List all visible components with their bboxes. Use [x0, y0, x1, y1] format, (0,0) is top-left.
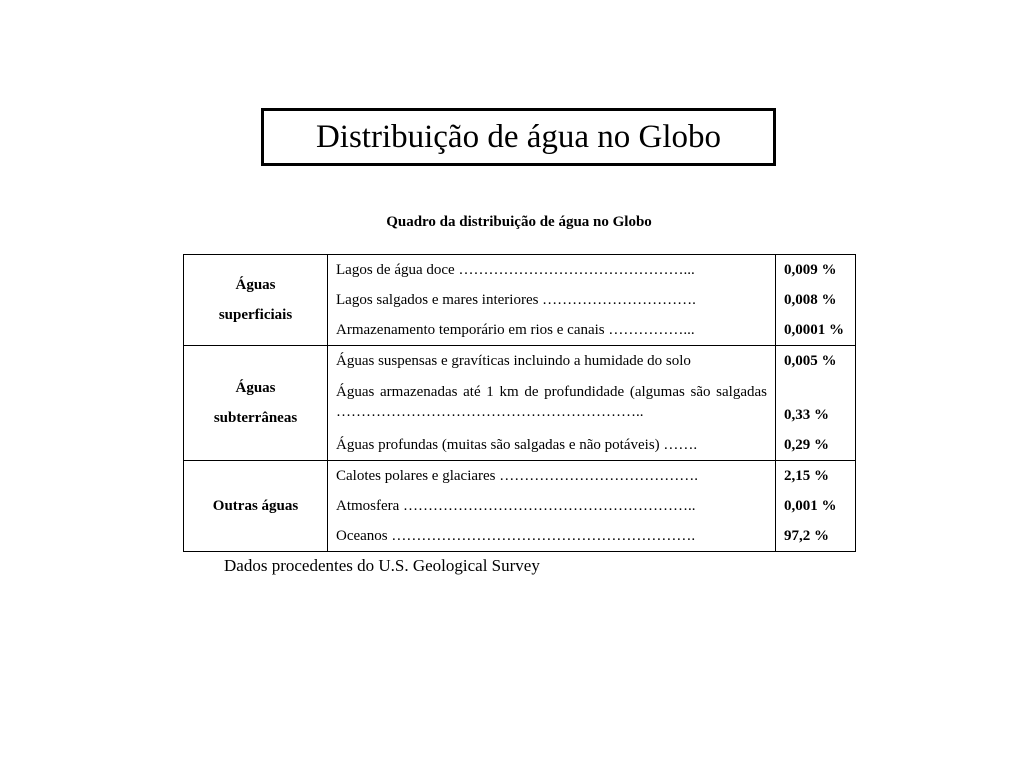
item-label: Oceanos …………………………………………………….	[336, 528, 696, 544]
item-value: 0,001 %	[784, 498, 837, 514]
category-label: superficiais	[218, 307, 293, 323]
item-label: Águas suspensas e gravíticas incluindo a humidade do solo	[336, 353, 691, 369]
item-value: 0,008 %	[784, 292, 837, 308]
item-value: 97,2 %	[784, 528, 829, 544]
item-value: 2,15 %	[784, 468, 829, 484]
items-cell	[328, 255, 776, 346]
item-label: Armazenamento temporário em rios e canais ……………...	[336, 322, 695, 338]
table-row-surface-water	[184, 255, 856, 346]
water-distribution-table	[183, 254, 856, 552]
item-label: Atmosfera …………………………………………………..	[336, 498, 696, 514]
table-row-other-water	[184, 461, 856, 552]
category-label: Outras águas	[212, 498, 299, 514]
item-label: Calotes polares e glaciares ………………………………….	[336, 468, 699, 484]
item-label: Lagos salgados e mares interiores ………………………….	[336, 292, 696, 308]
item-value: 0,33 %	[784, 407, 829, 423]
table-row-groundwater	[184, 346, 856, 461]
spacer	[784, 376, 847, 400]
category-label: subterrâneas	[213, 410, 298, 426]
item-value: 0,005 %	[784, 353, 837, 369]
items-cell	[328, 461, 776, 552]
page-title: Distribuição de água no Globo	[315, 118, 722, 155]
items-cell	[328, 346, 776, 461]
source-note: Dados procedentes do U.S. Geological Survey	[224, 556, 540, 575]
table-caption: Quadro da distribuição de água no Globo	[386, 214, 652, 230]
values-cell	[776, 255, 856, 346]
page-title-box	[261, 108, 776, 166]
values-cell	[776, 461, 856, 552]
item-label: Águas armazenadas até 1 km de profundidade (algumas são salgadas ……………………………………………………..	[336, 384, 767, 420]
item-value: 0,0001 %	[784, 322, 844, 338]
item-value: 0,29 %	[784, 437, 829, 453]
item-value: 0,009 %	[784, 262, 837, 278]
category-label: Águas	[235, 277, 276, 293]
item-label: Lagos de água doce ………………………………………...	[336, 262, 695, 278]
category-cell	[184, 346, 328, 461]
category-cell	[184, 255, 328, 346]
category-cell	[184, 461, 328, 552]
item-label: Águas profundas (muitas são salgadas e não potáveis) …….	[336, 437, 698, 453]
category-label: Águas	[235, 380, 276, 396]
values-cell	[776, 346, 856, 461]
